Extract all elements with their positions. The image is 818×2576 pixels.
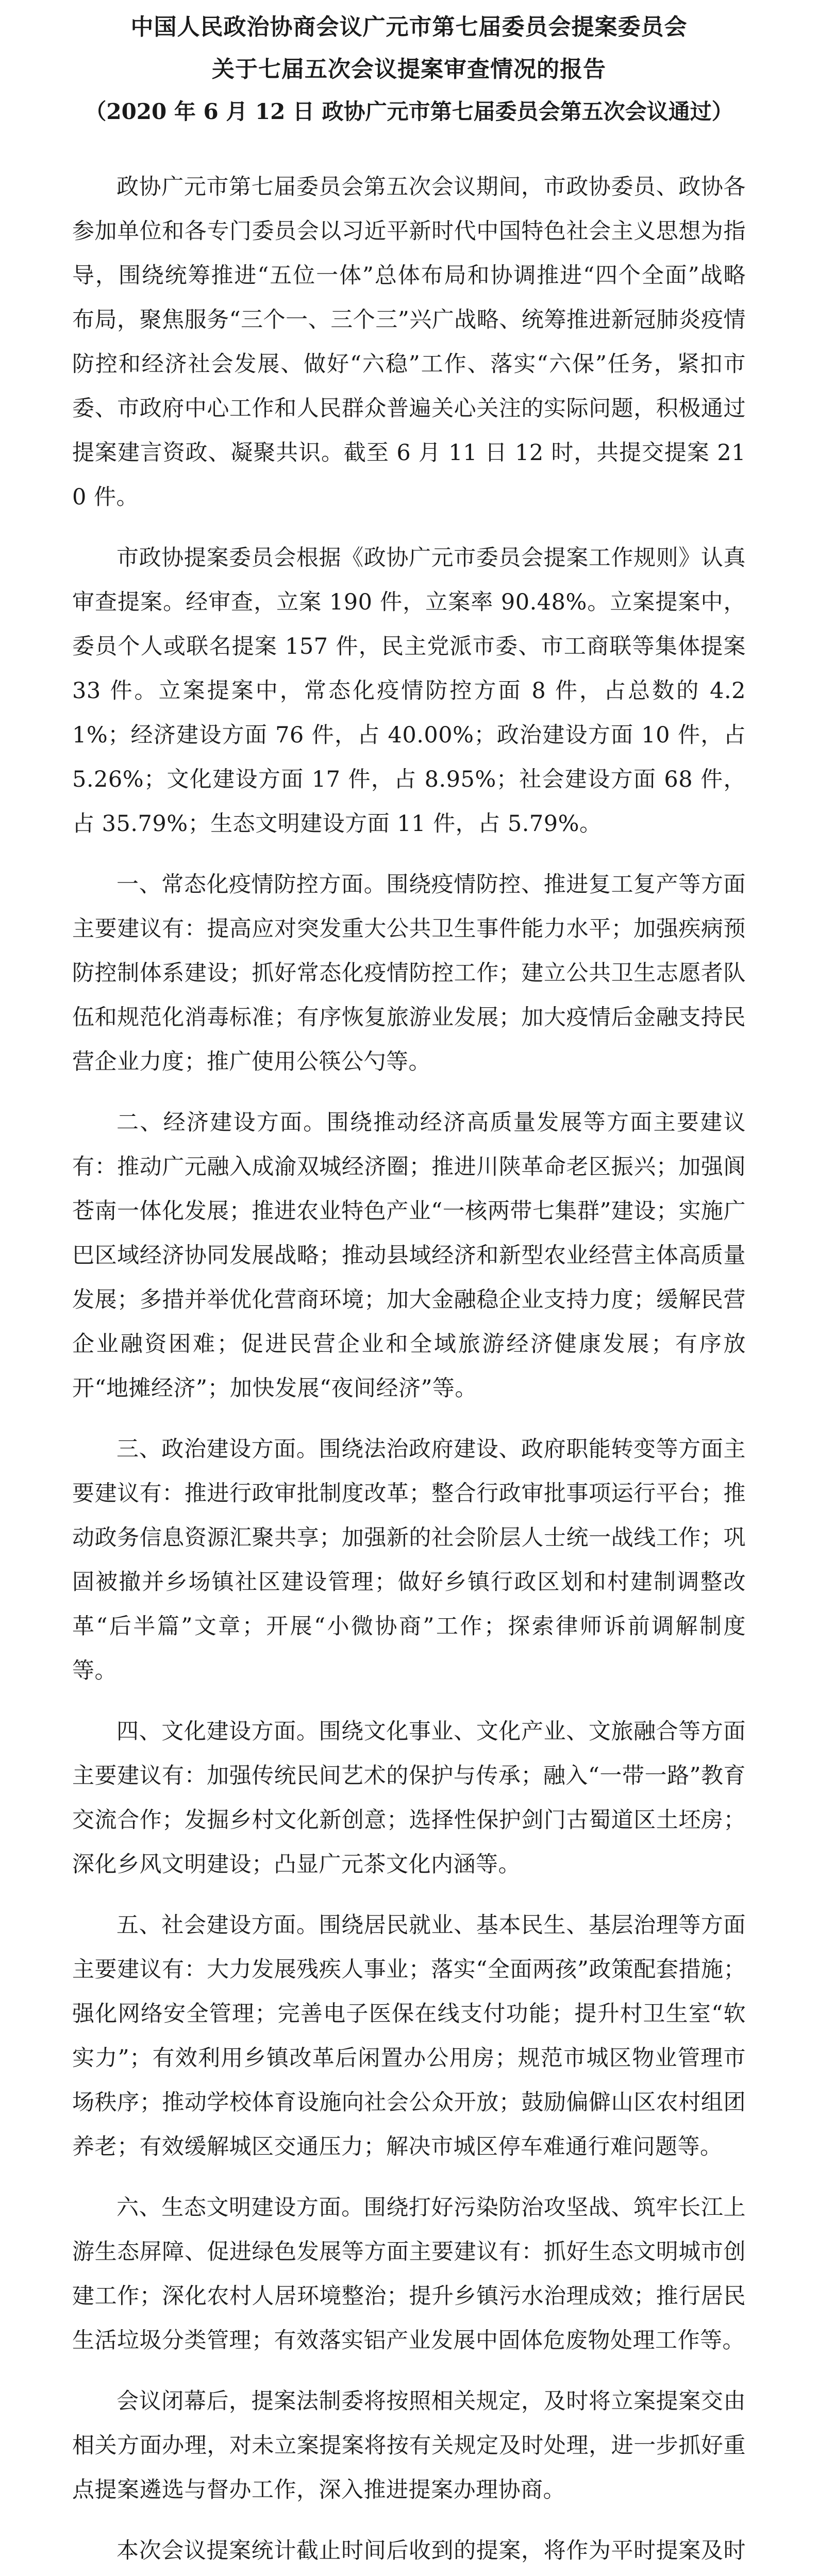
title-block bbox=[72, 0, 746, 133]
paragraph-social: 五、社会建设方面。围绕居民就业、基本民生、基层治理等方面主要建议有：大力发展残疾人事业；落实“全面两孩”政策配套措施；强化网络安全管理；完善电子医保在线支付功能；提升村卫生室“软实力”；有效利用乡镇改革后闲置办公用房；规范市城区物业管理市场秩序；推动学校体育设施向社会公众开放；鼓励偏僻山区农村组团养老；有效缓解城区交通压力；解决市城区停车难通行难问题等。 bbox=[72, 1912, 746, 2160]
paragraph-after-meeting: 会议闭幕后，提案法制委将按照相关规定，及时将立案提案交由相关方面办理，对未立案提案将按有关规定及时处理，进一步抓好重点提案遴选与督办工作，深入推进提案办理协商。 bbox=[72, 2388, 746, 2503]
paragraph-cultural: 四、文化建设方面。围绕文化事业、文化产业、文旅融合等方面主要建议有：加强传统民间艺术的保护与传承；融入“一带一路”教育交流合作；发掘乡村文化新创意；选择性保护剑门古蜀道区土坯房；深化乡风文明建设；凸显广元茶文化内涵等。 bbox=[72, 1719, 746, 1877]
title-line-2: 关于七届五次会议提案审查情况的报告 bbox=[212, 56, 606, 82]
paragraph-economic: 二、经济建设方面。围绕推动经济高质量发展等方面主要建议有：推动广元融入成渝双城经济圈；推进川陕革命老区振兴；加强阆苍南一体化发展；推进农业特色产业“一核两带七集群”建设；实施广巴区域经济协同发展战略；推动县域经济和新型农业经营主体高质量发展；多措并举优化营商环境；加大金融稳企业支持力度；缓解民营企业融资困难；促进民营企业和全域旅游经济健康发展；有序放开“地摊经济”；加快发展“夜间经济”等。 bbox=[72, 1110, 746, 1401]
paragraph-ecological: 六、生态文明建设方面。围绕打好污染防治攻坚战、筑牢长江上游生态屏障、促进绿色发展等方面主要建议有：抓好生态文明城市创建工作；深化农村人居环境整治；提升乡镇污水治理成效；推行居民生活垃圾分类管理；有效落实铝产业发展中固体危废物处理工作等。 bbox=[72, 2195, 746, 2353]
paragraph-intro: 政协广元市第七届委员会第五次会议期间，市政协委员、政协各参加单位和各专门委员会以习近平新时代中国特色社会主义思想为指导，围绕统筹推进“五位一体”总体布局和协调推进“四个全面”战略布局，聚焦服务“三个一、三个三”兴广战略、统筹推进新冠肺炎疫情防控和经济社会发展、做好“六稳”工作、落实“六保”任务，紧扣市委、市政府中心工作和人民群众普遍关心关注的实际问题，积极通过提案建言资政、凝聚共识。截至 6 月 11 日 12 时，共提交提案 210 件。 bbox=[72, 174, 746, 510]
paragraph-review-summary: 市政协提案委员会根据《政协广元市委员会提案工作规则》认真审查提案。经审查，立案 190 件，立案率 90.48%。立案提案中，委员个人或联名提案 157 件，民主党派市委、市工商联等集体提案 33 件。立案提案中，常态化疫情防控方面 8 件，占总数的 4.21%；经济建设方面 76 件，占 40.00%；政治建设方面 10 件，占 5.26%；文化建设方面 17 件，占 8.95%；社会建设方面 68 件，占 35.79%；生态文明建设方面 11 件，占 5.79%。 bbox=[72, 545, 746, 837]
document-body bbox=[72, 165, 746, 2576]
title-line-1: 中国人民政治协商会议广元市第七届委员会提案委员会 bbox=[130, 14, 688, 40]
paragraph-political: 三、政治建设方面。围绕法治政府建设、政府职能转变等方面主要建议有：推进行政审批制度改革；整合行政审批事项运行平台；推动政务信息资源汇聚共享；加强新的社会阶层人士统一战线工作；巩固被撤并乡场镇社区建设管理；做好乡镇行政区划和村建制调整改革“后半篇”文章；开展“小微协商”工作；探索律师诉前调解制度等。 bbox=[72, 1436, 746, 1684]
paragraph-epidemic-prevention: 一、常态化疫情防控方面。围绕疫情防控、推进复工复产等方面主要建议有：提高应对突发重大公共卫生事件能力水平；加强疾病预防控制体系建设；抓好常态化疫情防控工作；建立公共卫生志愿者队伍和规范化消毒标准；有序恢复旅游业发展；加大疫情后金融支持民营企业力度；推广使用公筷公勺等。 bbox=[72, 872, 746, 1075]
paragraph-closing: 本次会议提案统计截止时间后收到的提案，将作为平时提案及时 bbox=[116, 2538, 746, 2564]
title-line-3: （2020 年 6 月 12 日 政协广元市第七届委员会第五次会议通过） bbox=[85, 99, 733, 124]
